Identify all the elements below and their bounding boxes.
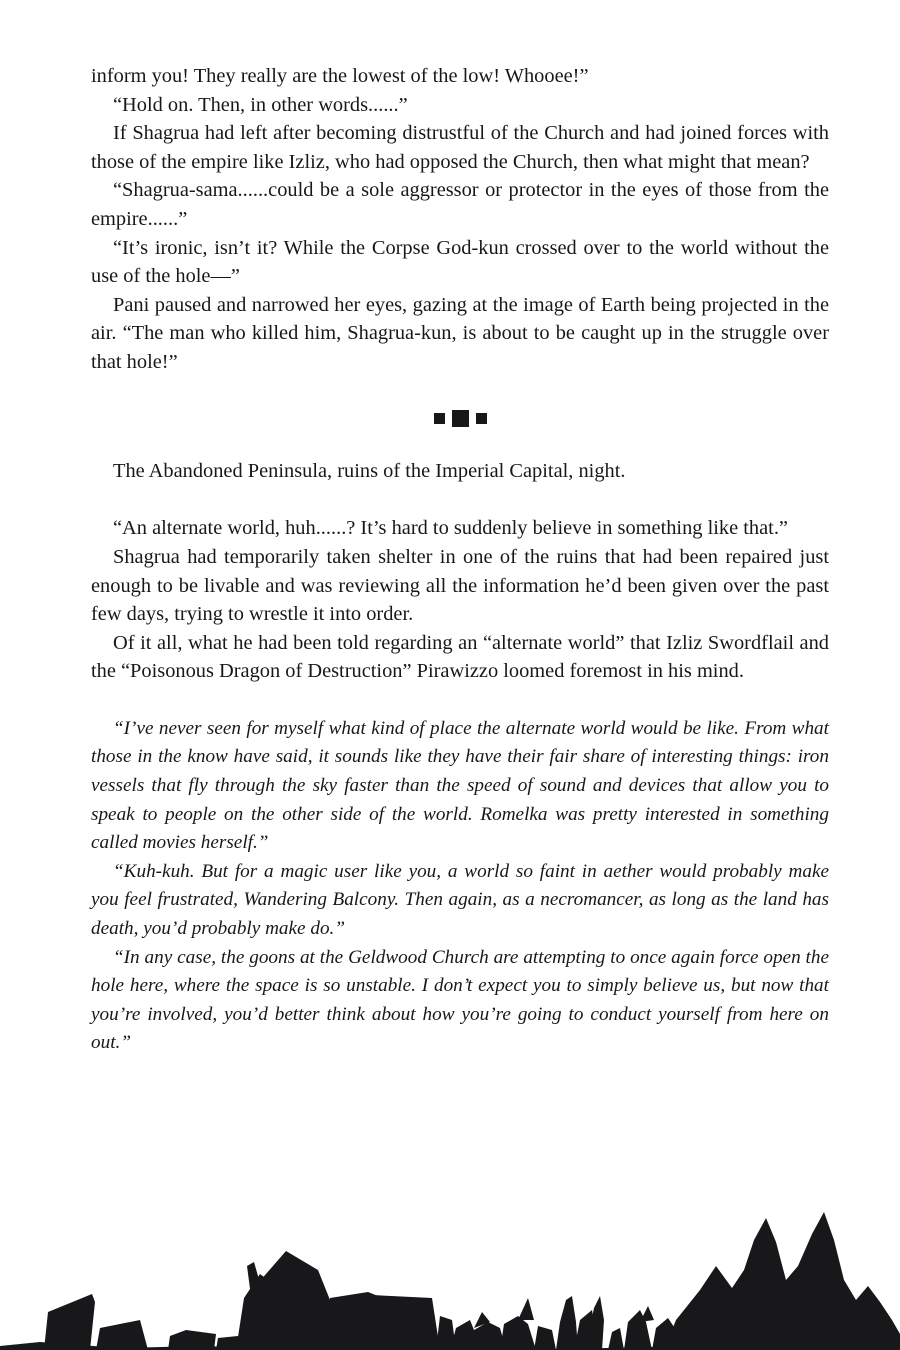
scene-heading: The Abandoned Peninsula, ruins of the Imperial Capital, night. bbox=[113, 460, 626, 483]
paragraph: Of it all, what he had been told regarding an “alternate world” that Izliz Swordflail and the “Poisonous Dragon of Destruction” Pirawizzo loomed foremost in his mind. bbox=[91, 631, 829, 683]
scene-break-divider bbox=[91, 405, 829, 434]
paragraph: “It’s ironic, isn’t it? While the Corpse God-kun crossed over to the world without the use of the hole—” bbox=[91, 236, 829, 288]
divider-square-center bbox=[452, 410, 469, 427]
recollection-paragraph: “Kuh-kuh. But for a magic user like you, a world so faint in aether would probably make you feel frustrated, Wandering Balcony. Then again, as a necromancer, as long as the land has death, you’d probably make do.” bbox=[91, 860, 829, 940]
paragraph: “Shagrua-sama......could be a sole aggressor or protector in the eyes of those from the empire......” bbox=[91, 179, 829, 230]
divider-square-left bbox=[434, 413, 445, 424]
divider-square-right bbox=[476, 413, 487, 424]
paragraph: If Shagrua had left after becoming distrustful of the Church and had joined forces with those of the empire like Izliz, who had opposed the Church, then what might that mean? bbox=[91, 122, 829, 173]
paragraph: “Hold on. Then, in other words......” bbox=[113, 93, 408, 116]
spacer bbox=[91, 686, 829, 715]
text-column bbox=[91, 62, 829, 1058]
recollection-paragraph: “I’ve never seen for myself what kind of place the alternate world would be like. From what those in the know have said, it sounds like they have their fair share of interesting things: iron vessels that fly through the sky faster than the speed of sound and devices that allow you to speak to people on the other side of the world. Romelka was pretty interested in something called movies herself.” bbox=[91, 717, 829, 854]
paragraph: inform you! They really are the lowest of the low! Whooee!” bbox=[91, 65, 589, 87]
ruined-city-silhouette-illustration bbox=[0, 1170, 900, 1350]
paragraph: “An alternate world, huh......? It’s hard to suddenly believe in something like that.” bbox=[113, 517, 788, 540]
recollection-paragraph: “In any case, the goons at the Geldwood Church are attempting to once again force open the hole here, where the space is so unstable. I don’t expect you to simply believe us, but now that you’re involved, you’d better think about how you’re going to conduct yourself from here on out.” bbox=[91, 946, 829, 1054]
spacer bbox=[91, 486, 829, 515]
paragraph: Pani paused and narrowed her eyes, gazing at the image of Earth being projected in the air. “The man who killed him, Shagrua-kun, is about to be caught up in the struggle over that hole!” bbox=[91, 293, 829, 373]
paragraph: Shagrua had temporarily taken shelter in one of the ruins that had been repaired just enough to be livable and was reviewing all the information he’d been given over the past few days, trying to wrestle it into order. bbox=[91, 545, 829, 626]
